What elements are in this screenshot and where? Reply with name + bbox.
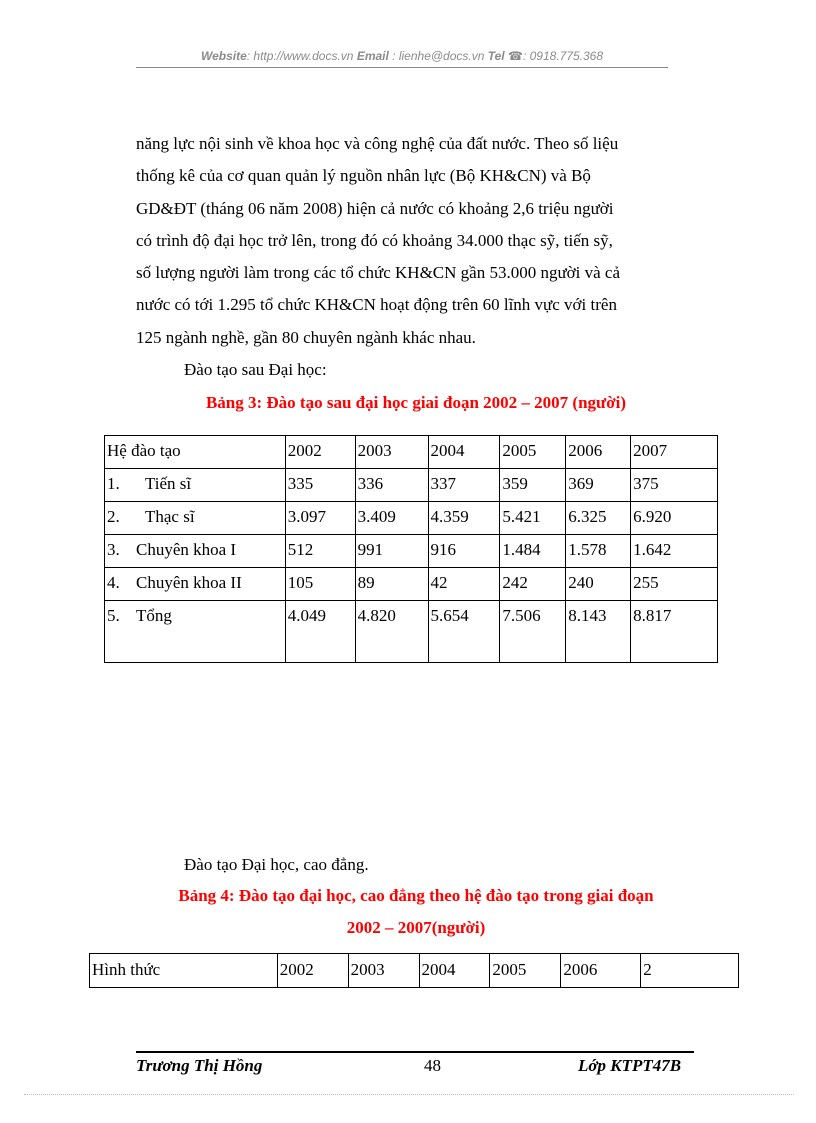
value-cell: 359 [500, 469, 566, 502]
header-cell: 2004 [428, 436, 500, 469]
footer-rule [136, 1051, 694, 1053]
value-cell: 105 [285, 568, 355, 601]
section-heading-undergrad-wrap [136, 849, 696, 881]
paragraph-line: nước có tới 1.295 tổ chức KH&CN hoạt động trên 60 lĩnh vực với trên [136, 295, 617, 315]
page-header [136, 49, 668, 63]
value-cell: 336 [355, 469, 428, 502]
undergraduate-table [89, 953, 739, 988]
table4-caption-line2: 2002 – 2007(người) [346, 918, 486, 937]
footer-author: Trương Thị Hồng [136, 1056, 263, 1075]
footer-class: Lớp KTPT47B [578, 1056, 682, 1075]
row-label-cell [105, 502, 286, 535]
header-cell: Hình thức [90, 954, 278, 988]
website-label: Website [200, 49, 247, 63]
row-label-cell [105, 469, 286, 502]
email-label: Email [356, 49, 389, 63]
header-cell: Hệ đào tạo [105, 436, 286, 469]
row-number: 2. [107, 507, 120, 526]
body-paragraph [136, 128, 696, 386]
row-label-cell [105, 568, 286, 601]
paragraph-line: GD&ĐT (tháng 06 năm 2008) hiện cả nước có khoảng 2,6 triệu người [136, 198, 614, 218]
value-cell: 4.820 [355, 601, 428, 663]
value-cell: 375 [631, 469, 718, 502]
header-cell: 2003 [348, 954, 419, 988]
page-number: 48 [424, 1056, 441, 1075]
section-heading-undergraduate: Đào tạo Đại học, cao đẳng. [184, 855, 369, 874]
table-header-row [105, 436, 718, 469]
value-cell: 337 [428, 469, 500, 502]
row-label: Chuyên khoa I [136, 540, 237, 559]
value-cell: 7.506 [500, 601, 566, 663]
value-cell: 6.325 [566, 502, 631, 535]
paragraph-line: 125 ngành nghề, gần 80 chuyên ngành khác nhau. [136, 327, 476, 347]
table-row [105, 535, 718, 568]
table-header-row [90, 954, 739, 988]
value-cell: 3.409 [355, 502, 428, 535]
value-cell: 5.421 [500, 502, 566, 535]
header-cell: 2007 [631, 436, 718, 469]
value-cell: 1.578 [566, 535, 631, 568]
header-rule [136, 67, 668, 68]
row-number: 1. [107, 474, 120, 493]
value-cell: 4.359 [428, 502, 500, 535]
header-cell: 2005 [500, 436, 566, 469]
row-label: Tổng [136, 606, 172, 625]
website-url[interactable]: : http://www.docs.vn [246, 49, 354, 63]
value-cell: 3.097 [285, 502, 355, 535]
header-cell: 2006 [561, 954, 641, 988]
header-cell: 2005 [490, 954, 561, 988]
tel-number: : 0918.775.368 [522, 49, 604, 63]
table-row [105, 568, 718, 601]
value-cell: 4.049 [285, 601, 355, 663]
table4-caption-line1: Bảng 4: Đào tạo đại học, cao đẳng theo hệ đào tạo trong giai đoạn [178, 886, 654, 905]
paragraph-line: số lượng người làm trong các tổ chức KH&CN gần 53.000 người và cả [136, 263, 621, 283]
value-cell: 8.143 [566, 601, 631, 663]
email-address[interactable]: : lienhe@docs.vn [392, 49, 485, 63]
value-cell: 240 [566, 568, 631, 601]
value-cell: 6.920 [631, 502, 718, 535]
table-row [105, 502, 718, 535]
row-label: Tiến sĩ [145, 474, 192, 493]
value-cell: 1.642 [631, 535, 718, 568]
row-label-cell [105, 601, 286, 663]
value-cell: 369 [566, 469, 631, 502]
value-cell: 242 [500, 568, 566, 601]
header-cell: 2002 [285, 436, 355, 469]
value-cell: 991 [355, 535, 428, 568]
value-cell: 5.654 [428, 601, 500, 663]
table3-caption: Bảng 3: Đào tạo sau đại học giai đoạn 2002 – 2007 (người) [205, 393, 627, 412]
paragraph-line: năng lực nội sinh về khoa học và công nghệ của đất nước. Theo số liệu [136, 134, 619, 153]
header-cell: 2003 [355, 436, 428, 469]
value-cell: 916 [428, 535, 500, 568]
value-cell: 89 [355, 568, 428, 601]
value-cell: 8.817 [631, 601, 718, 663]
row-label-cell [105, 535, 286, 568]
value-cell: 1.484 [500, 535, 566, 568]
paragraph-line: thống kê của cơ quan quản lý nguồn nhân lực (Bộ KH&CN) và Bộ [136, 166, 591, 186]
header-cell: 2006 [566, 436, 631, 469]
page-bottom-border [24, 1094, 794, 1095]
row-label: Chuyên khoa II [136, 573, 242, 592]
header-cell: 2002 [277, 954, 348, 988]
row-label: Thạc sĩ [145, 507, 195, 526]
table-row [105, 601, 718, 663]
table-row [105, 469, 718, 502]
postgraduate-table [104, 435, 718, 663]
section-heading-postgraduate: Đào tạo sau Đại học: [184, 360, 327, 380]
value-cell: 42 [428, 568, 500, 601]
header-cell: 2 [641, 954, 739, 988]
header-cell: 2004 [419, 954, 490, 988]
paragraph-line: có trình độ đại học trở lên, trong đó có khoảng 34.000 thạc sỹ, tiến sỹ, [136, 230, 613, 250]
value-cell: 335 [285, 469, 355, 502]
row-number: 5. [107, 606, 120, 625]
phone-icon: ☎ [508, 49, 523, 63]
tel-label: Tel [487, 49, 505, 63]
value-cell: 512 [285, 535, 355, 568]
row-number: 3. [107, 540, 120, 559]
value-cell: 255 [631, 568, 718, 601]
row-number: 4. [107, 573, 120, 592]
